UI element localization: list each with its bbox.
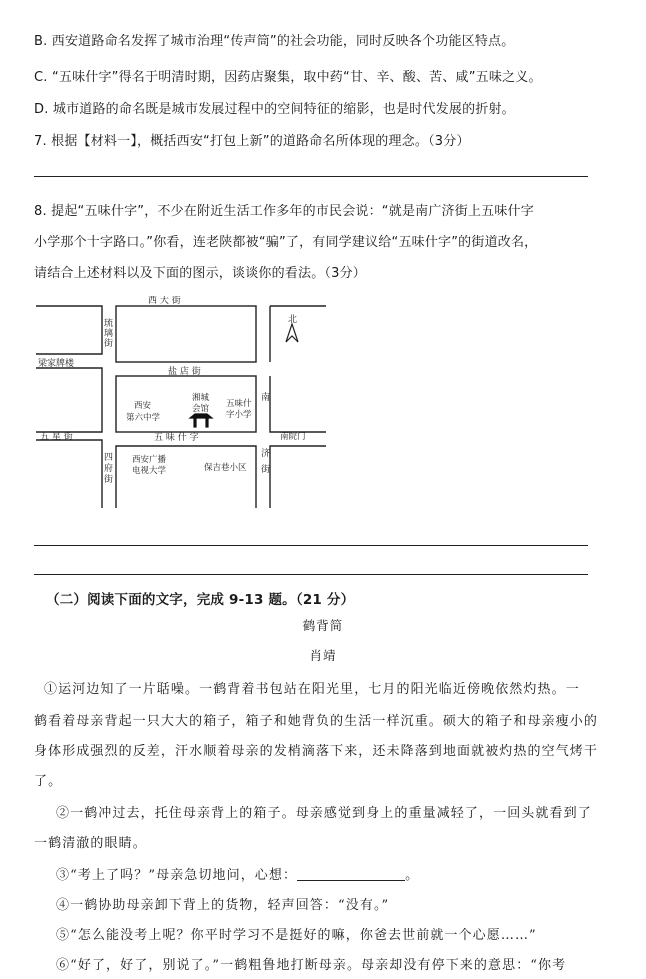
question-8-line1: 8. 提起“五味什字”，不少在附近生活工作多年的市民会说：“就是南广济街上五味什字	[34, 204, 534, 219]
answer-line-7[interactable]	[34, 176, 588, 177]
street-wuwei: 五 味 什 字	[154, 433, 199, 443]
school6-line2: 第六中学	[126, 413, 161, 423]
street-guangji-2: 街	[261, 465, 271, 475]
street-nanyuanmen: 南院门	[280, 432, 306, 442]
north-arrow-icon	[286, 324, 298, 342]
para1-line2: 鹤看着母亲背起一只大大的箱子，箱子和她背负的生活一样沉重。硕大的箱子和母亲瘦小的	[34, 714, 599, 729]
para5: ⑤“怎么能没考上呢？你平时学习不是挺好的嘛，你爸去世前就一个心愿……”	[56, 928, 537, 943]
para2-line2: 一鹤清澈的眼睛。	[34, 836, 147, 851]
answer-line-8b[interactable]	[34, 574, 588, 575]
question-8-line2: 小学那个十字路口。”你看，连老陕都被“骗”了，有同学建议给“五味什字”的街道改名，	[34, 235, 538, 250]
radio-univ-line1: 西安广播	[132, 455, 167, 465]
street-wuyue: 五 星 街	[40, 432, 73, 442]
option-d: D. 城市道路的命名既是城市发展过程中的空间特征的缩影，也是时代发展的折射。	[34, 102, 515, 117]
huiguan-line2: 会馆	[192, 404, 210, 414]
para3-end: 。	[405, 868, 420, 883]
huiguan-line1: 湘城	[192, 393, 210, 403]
story-author: 肖靖	[309, 648, 337, 663]
street-fuxi-2: 府	[104, 464, 114, 474]
para2-line1: ②一鹤冲过去，托住母亲背上的箱子。母亲感觉到身上的重量减轻了，一回头就看到了	[56, 806, 592, 821]
story-title: 鹤背简	[302, 618, 344, 633]
street-liuli-2: 璃	[104, 329, 114, 339]
para3-blank[interactable]	[297, 880, 405, 881]
wuwei-school-line2: 字小学	[226, 410, 252, 420]
pavilion-icon	[190, 414, 212, 427]
para1-line3: 身体形成强烈的反差，汗水顺着母亲的发梢滴落下来，还未降落到地面就被灼热的空气烤干	[34, 744, 599, 759]
wuwei-school-line1: 五味什	[226, 399, 252, 409]
para3	[56, 864, 419, 883]
question-7: 7. 根据【材料一】，概括西安“打包上新”的道路命名所体现的理念。（3分）	[34, 134, 470, 149]
street-liuli-1: 琉	[104, 319, 114, 329]
option-b: B. 西安道路命名发挥了城市治理“传声筒”的社会功能，同时反映各个功能区特点。	[34, 34, 515, 49]
para6: ⑥“好了，好了，别说了。”一鹤粗鲁地打断母亲。母亲却没有停下来的意思：“你考	[56, 958, 567, 973]
street-yandian: 盐 店 街	[168, 367, 201, 377]
street-fuxi-3: 街	[104, 475, 114, 485]
street-guangji-1: 济	[261, 449, 271, 459]
baoji-community: 保吉巷小区	[204, 463, 247, 473]
question-8-line3: 请结合上述材料以及下面的图示，谈谈你的看法。（3分）	[34, 266, 366, 281]
answer-line-8a[interactable]	[34, 545, 588, 546]
street-liangjia: 梁家牌楼	[38, 359, 75, 369]
para4: ④一鹤协助母亲卸下背上的货物，轻声回答：“没有。”	[56, 898, 390, 913]
para3-text: ③“考上了吗？”母亲急切地问，心想：	[56, 868, 298, 883]
street-fuxi-1: 四	[104, 453, 114, 463]
street-liuli-3: 街	[104, 339, 114, 349]
section-2-heading: （二）阅读下面的文字，完成 9-13 题。（21 分）	[46, 592, 355, 608]
street-west-main: 西 大 街	[148, 296, 181, 306]
school6-line1: 西安	[134, 401, 152, 411]
north-label: 北	[288, 315, 298, 325]
para1-line1: ①运河边知了一片聒噪。一鹤背着书包站在阳光里，七月的阳光临近傍晚依然灼热。一	[44, 682, 580, 697]
radio-univ-line2: 电视大学	[132, 466, 167, 476]
option-c: C. “五味什字”得名于明清时期，因药店聚集，取中药“甘、辛、酸、苦、咸”五味之义。	[34, 70, 542, 85]
para1-line4: 了。	[34, 774, 63, 789]
street-map	[36, 296, 336, 512]
street-nan: 南	[261, 393, 271, 403]
